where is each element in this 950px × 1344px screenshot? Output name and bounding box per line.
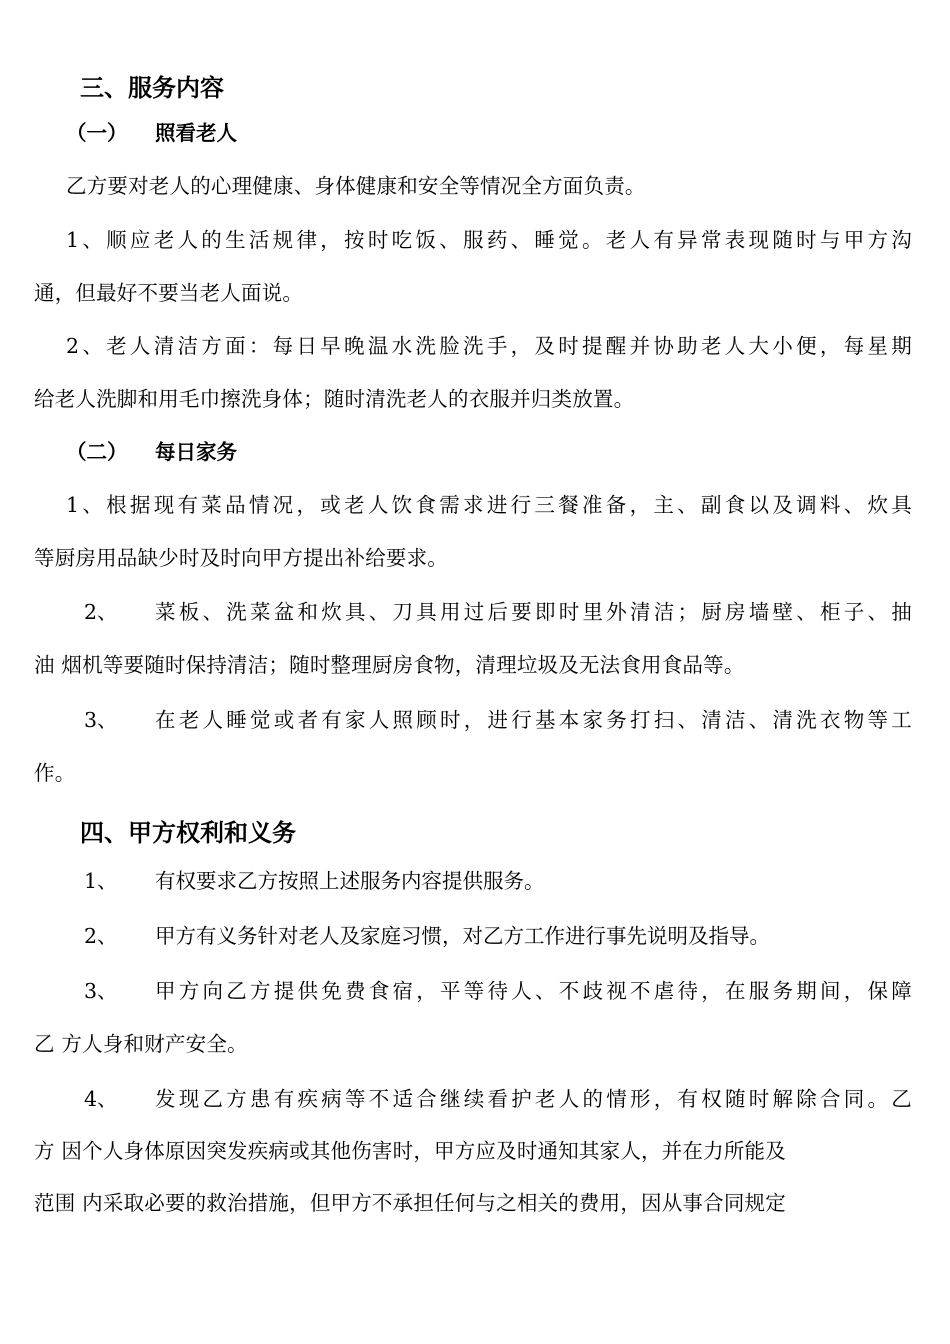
sub2-item2-line1: 菜板、洗菜盆和炊具、刀具用过后要即时里外清洁；厨房墙壁、柜子、抽 [155, 600, 912, 624]
s4-item4-number: 4、 [84, 1087, 118, 1111]
s4-item4-line3: 范围 内采取必要的救治措施，但甲方不承担任何与之相关的费用，因从事合同规定 [34, 1191, 786, 1215]
sub1-item1-line2: 通，但最好不要当老人面说。 [34, 281, 304, 305]
s4-item1-number: 1、 [84, 869, 118, 893]
sub2-item1-line1: 1、根据现有菜品情况，或老人饮食需求进行三餐准备，主、副食以及调料、炊具 [66, 493, 912, 517]
s4-item4-line2: 方 因个人身体原因突发疾病或其他伤害时，甲方应及时通知其家人，并在力所能及 [34, 1139, 786, 1163]
subsection-1-intro: 乙方要对老人的心理健康、身体健康和安全等情况全方面负责。 [66, 174, 646, 198]
subsection-1-marker: （一） [66, 121, 128, 145]
s4-item3-number: 3、 [84, 979, 118, 1003]
s4-item2-number: 2、 [84, 924, 118, 948]
section-3-heading: 三、服务内容 [80, 74, 224, 102]
sub2-item3-line2: 作。 [34, 761, 76, 785]
s4-item1-text: 有权要求乙方按照上述服务内容提供服务。 [155, 869, 545, 893]
s4-item4-line1: 发现乙方患有疾病等不适合继续看护老人的情形，有权随时解除合同。乙 [155, 1087, 912, 1111]
sub1-item1-line1: 1、顺应老人的生活规律，按时吃饭、服药、睡觉。老人有异常表现随时与甲方沟 [66, 228, 912, 252]
sub1-item2-line1: 2、老人清洁方面：每日早晚温水洗脸洗手，及时提醒并协助老人大小便，每星期 [66, 334, 912, 358]
s4-item3-line2: 乙 方人身和财产安全。 [34, 1032, 248, 1056]
subsection-2-marker: （二） [66, 440, 128, 464]
s4-item2-text: 甲方有义务针对老人及家庭习惯，对乙方工作进行事先说明及指导。 [155, 924, 770, 948]
sub2-item1-line2: 等厨房用品缺少时及时向甲方提出补给要求。 [34, 546, 448, 570]
s4-item3-line1: 甲方向乙方提供免费食宿，平等待人、不歧视不虐待，在服务期间，保障 [155, 979, 912, 1003]
section-4-heading: 四、甲方权利和义务 [80, 819, 296, 847]
sub1-item2-line2: 给老人洗脚和用毛巾擦洗身体；随时清洗老人的衣服并归类放置。 [34, 387, 635, 411]
sub2-item2-line2: 油 烟机等要随时保持清洁；随时整理厨房食物，清理垃圾及无法食用食品等。 [34, 653, 745, 677]
subsection-2-title: 每日家务 [155, 440, 237, 464]
sub2-item2-number: 2、 [84, 600, 118, 624]
sub2-item3-line1: 在老人睡觉或者有家人照顾时，进行基本家务打扫、清洁、清洗衣物等工 [155, 708, 912, 732]
subsection-1-title: 照看老人 [155, 121, 237, 145]
sub2-item3-number: 3、 [84, 708, 118, 732]
